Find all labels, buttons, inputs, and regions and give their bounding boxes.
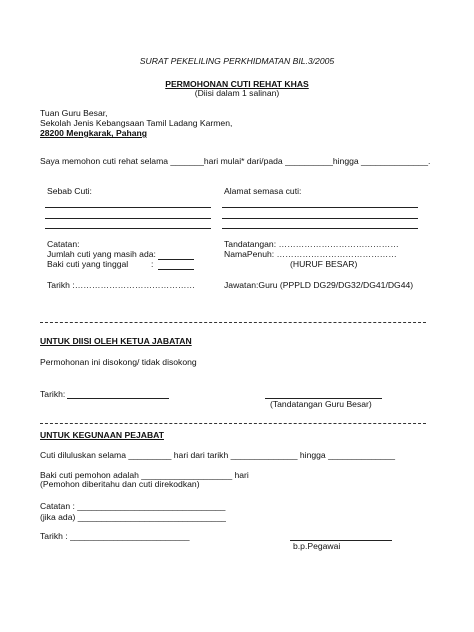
address-line-3: 28200 Mengkarak, Pahang bbox=[40, 128, 147, 138]
leave-address-label: Alamat semasa cuti: bbox=[224, 186, 302, 196]
leave-address-line-2[interactable] bbox=[222, 218, 418, 219]
applicant-balance-text: Baki cuti pemohon adalah ___________________ hari bbox=[40, 470, 249, 480]
form-title: PERMOHONAN CUTI REHAT KHAS bbox=[165, 79, 309, 89]
support-text: Permohonan ini disokong/ tidak disokong bbox=[40, 357, 197, 367]
leave-address-line-3[interactable] bbox=[222, 228, 418, 229]
applicant-name-field[interactable]: NamaPenuh: …………………………………… bbox=[224, 249, 397, 259]
notes-label: Catatan: bbox=[47, 239, 80, 249]
leave-address-line-1[interactable] bbox=[222, 207, 418, 208]
applicant-date-label[interactable]: Tarikh :…………………………………… bbox=[47, 280, 196, 290]
officer-caption: b.p.Pegawai bbox=[293, 541, 341, 551]
leave-balance-colon: : bbox=[151, 259, 154, 269]
form-subtitle: (Diisi dalam 1 salinan) bbox=[194, 88, 280, 98]
section-separator-1 bbox=[40, 322, 426, 323]
office-notes-field[interactable]: Catatan : _______________________________ bbox=[40, 501, 226, 511]
reason-line-3[interactable] bbox=[45, 228, 211, 229]
circular-reference: SURAT PEKELILING PERKHIDMATAN BIL.3/2005 bbox=[139, 56, 335, 66]
approved-leave-text: Cuti diluluskan selama _________ hari dari tarikh ______________ hingga ______________ bbox=[40, 450, 396, 460]
reason-line-1[interactable] bbox=[45, 207, 211, 208]
address-line-2: Sekolah Jenis Kebangsaan Tamil Ladang Karmen, bbox=[40, 118, 233, 128]
applicant-position: Jawatan:Guru (PPPLD DG29/DG32/DG41/DG44) bbox=[224, 280, 414, 290]
leave-balance-label: Baki cuti yang tinggal bbox=[47, 259, 129, 269]
section-separator-2 bbox=[40, 423, 426, 424]
office-date-field[interactable]: Tarikh : _________________________ bbox=[40, 531, 190, 541]
remaining-leave-field[interactable] bbox=[158, 259, 194, 260]
balance-note: (Pemohon diberitahu dan cuti direkodkan) bbox=[40, 479, 200, 489]
reason-line-2[interactable] bbox=[45, 218, 211, 219]
applicant-signature-field[interactable]: Tandatangan: …………………………………… bbox=[224, 239, 399, 249]
remaining-leave-label: Jumlah cuti yang masih ada: bbox=[47, 249, 156, 259]
head-section-heading: UNTUK DIISI OLEH KETUA JABATAN bbox=[40, 336, 192, 346]
leave-balance-field[interactable] bbox=[158, 269, 194, 270]
office-section-heading: UNTUK KEGUNAAN PEJABAT bbox=[40, 430, 164, 440]
caps-note: (HURUF BESAR) bbox=[290, 259, 358, 269]
office-notes-if-any-field[interactable]: (jika ada) _______________________________ bbox=[40, 512, 226, 522]
address-line-1: Tuan Guru Besar, bbox=[40, 108, 108, 118]
head-date-label: Tarikh: bbox=[40, 389, 66, 399]
leave-request-text: Saya memohon cuti rehat selama _______hari mulai* dari/pada __________hingga ______________. bbox=[40, 156, 431, 166]
head-date-field[interactable] bbox=[67, 398, 169, 399]
reason-label: Sebab Cuti: bbox=[47, 186, 92, 196]
headmaster-signature-caption: (Tandatangan Guru Besar) bbox=[270, 399, 372, 409]
